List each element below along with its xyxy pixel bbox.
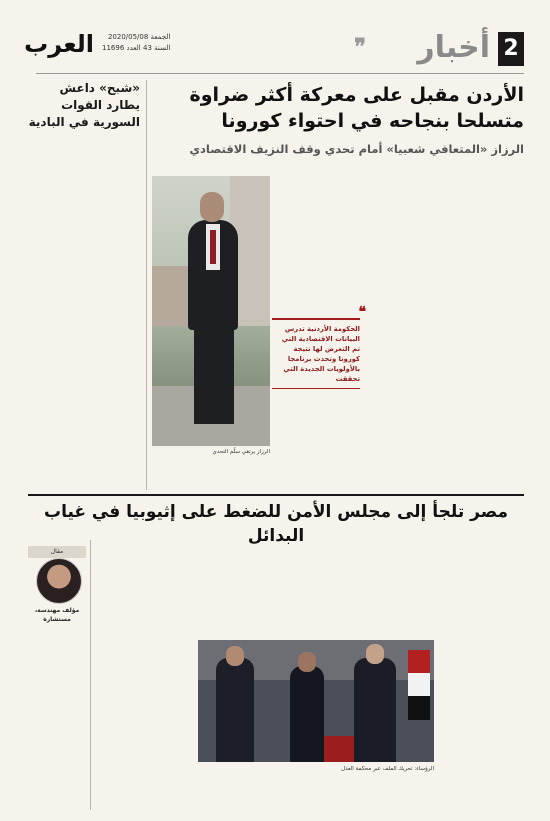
second-photo [198,640,434,762]
story-divider [28,494,524,496]
issue-date: الجمعة 2020/05/08 [107,33,171,41]
quote-mark-icon: ❞ [354,34,366,60]
masthead [24,26,524,74]
lead-photo-caption: الرزاز يرتقي سلّم التحدي [212,449,270,455]
pull-quote: الحكومة الأردنية تدرس البيانات الاقتصادية التي تم التعرض لها نتيجة كورونا وتحدث برنامجا بالأولويات الجديدة التي تحققت [272,318,360,389]
lead-headline-line-2: متسلحا بنجاحه في احتواء كورونا [221,110,524,132]
side-story [28,80,140,137]
lead-headline [164,82,524,134]
issue-number: السنة 43 العدد 11696 [102,44,171,52]
second-photo-caption: الرؤساء: تحريك الملف عبر محكمة العدل [341,766,434,772]
lead-photo [152,176,270,446]
column-label: مقال [28,546,86,558]
lead-subheadline: الرزاز «المتعافي شعبيا» أمام تحدي وقف النزيف الاقتصادي [189,142,524,156]
section-name: أخبار [417,30,490,65]
column-divider [146,80,147,490]
issue-info [102,32,170,54]
writer-name: مؤلف مهندسة، مستشارة [34,607,80,623]
section-number: 2 [498,32,524,66]
second-headline: مصر تلجأ إلى مجلس الأمن للضغط على إثيوبيا في غياب البدائل [43,502,509,546]
lead-headline-line-1: الأردن مقبل على معركة أكثر ضراوة [189,84,524,106]
pull-quote-icon: ❝ [358,304,366,320]
newspaper-logo: العرب [24,30,94,58]
side-story-title: «شبح» داعش يطارد القوات السورية في البادية [28,81,140,129]
writer-avatar [36,558,82,604]
column-divider-2 [90,540,91,810]
